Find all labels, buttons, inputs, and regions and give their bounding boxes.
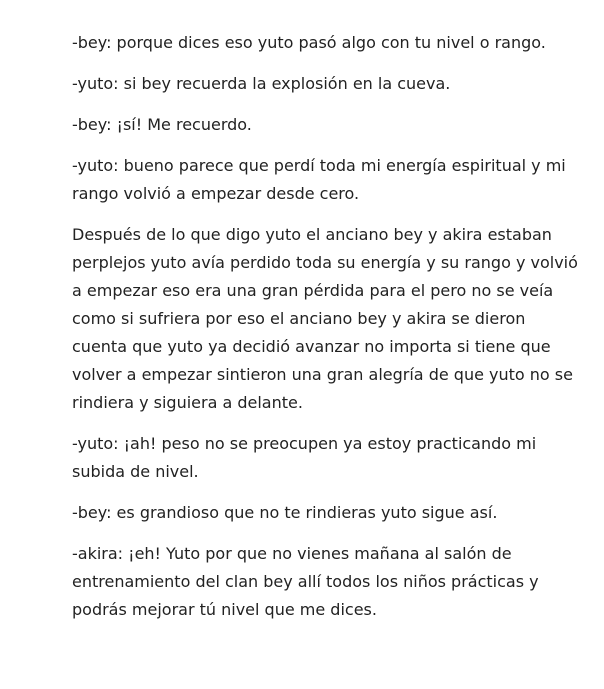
paragraph: -yuto: si bey recuerda la explosión en la cueva.	[72, 74, 451, 93]
paragraph: -akira: ¡eh! Yuto por que no vienes mañana al salón de entrenamiento del clan bey allí todos los niños prácticas y podrás mejorar tú nivel que me dices.	[72, 544, 539, 619]
paragraph: -bey: es grandioso que no te rindieras yuto sigue así.	[72, 503, 498, 522]
paragraph: -yuto: bueno parece que perdí toda mi energía espiritual y mi rango volvió a empezar desde cero.	[72, 156, 566, 203]
paragraph: -yuto: ¡ah! peso no se preocupen ya estoy practicando mi subida de nivel.	[72, 434, 537, 481]
paragraph: -bey: porque dices eso yuto pasó algo con tu nivel o rango.	[72, 33, 546, 52]
paragraph: -bey: ¡sí! Me recuerdo.	[72, 115, 252, 134]
paragraph: Después de lo que digo yuto el anciano bey y akira estaban perplejos yuto avía perdido toda su energía y su rango y volvió a empezar eso era una gran pérdida para el pero no se veía como si sufriera por eso el anciano bey y akira se dieron cuenta que yuto ya decidió avanzar no importa si tiene que volver a empezar sintieron una gran alegría de que yuto no se rindiera y siguiera a delante.	[72, 225, 578, 412]
